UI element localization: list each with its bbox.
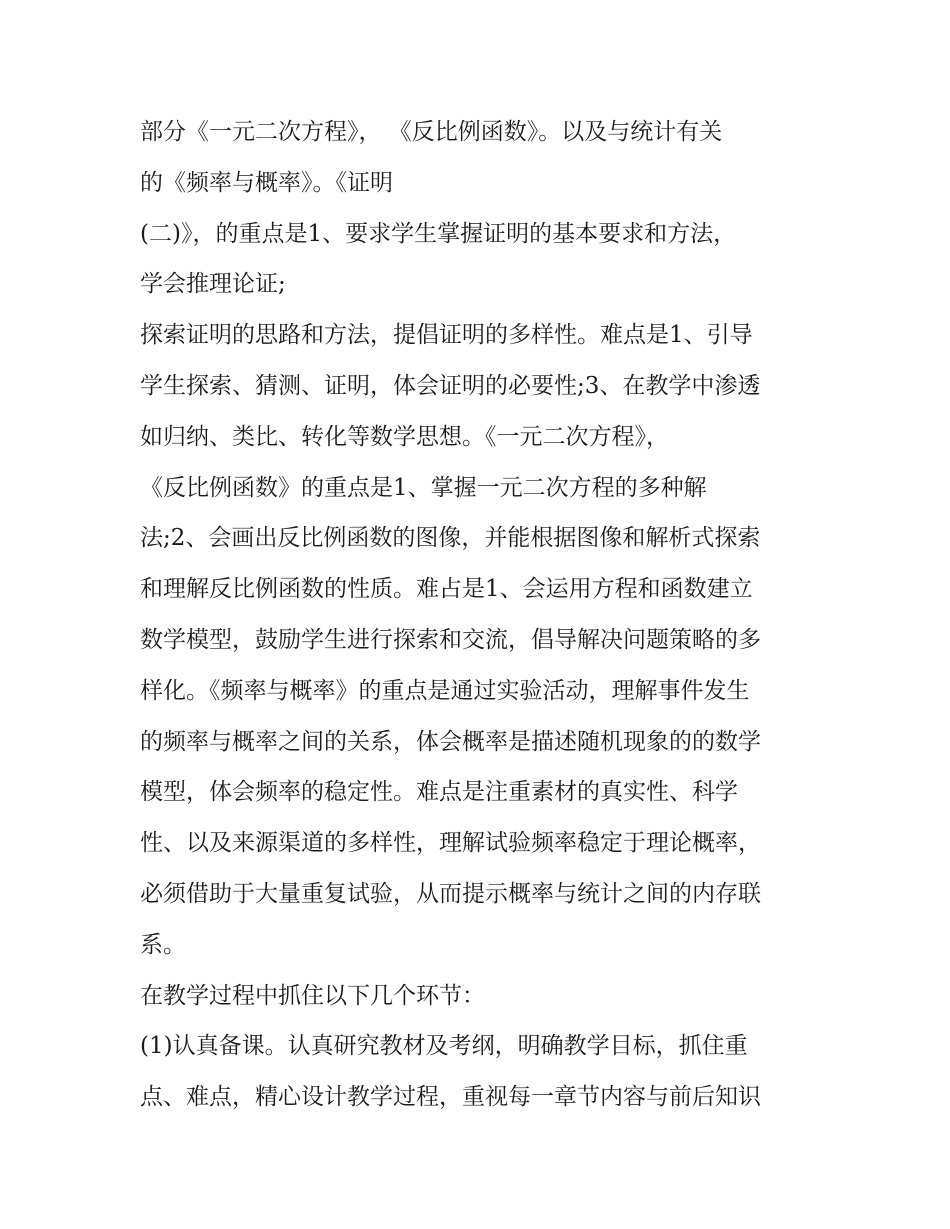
text-line: 和理解反比例函数的性质。难占是1、会运用方程和函数建立: [140, 576, 753, 603]
text-line: 法;2、会画出反比例函数的图像，并能根据图像和解析式探索: [140, 525, 761, 552]
text-line: (二)》，的重点是1、要求学生掌握证明的基本要求和方法，: [140, 220, 737, 247]
text-line: 如归纳、类比、转化等数学思想。《一元二次方程》，: [140, 423, 669, 450]
text-line: 的《频率与概率》。《证明: [140, 169, 393, 196]
text-line: 模型，体会频率的稳定性。难点是注重素材的真实性、科学: [140, 779, 738, 806]
text-line: 数学模型，鼓励学生进行探索和交流，倡导解决问题策略的多: [140, 626, 761, 653]
text-line: 系。: [140, 931, 186, 958]
text-line: 学会推理论证;: [140, 271, 286, 298]
text-line: 探索证明的思路和方法，提倡证明的多样性。难点是1、引导: [140, 322, 753, 349]
body-text: [140, 107, 830, 1123]
text-line: 性、以及来源渠道的多样性，理解试验频率稳定于理论概率，: [140, 830, 761, 857]
text-line: 《反比例函数》的重点是1、掌握一元二次方程的多种解: [140, 474, 707, 501]
text-line: 点、难点，精心设计教学过程，重视每一章节内容与前后知识: [140, 1084, 761, 1111]
text-line: 的频率与概率之间的关系，体会概率是描述随机现象的的数学: [140, 728, 761, 755]
text-line: 学生探索、猜测、证明，体会证明的必要性;3、在教学中渗透: [140, 372, 761, 399]
text-line: 样化。《频率与概率》的重点是通过实验活动，理解事件发生: [140, 677, 750, 704]
text-line: 部分《一元二次方程》， 《反比例函数》。以及与统计有关: [140, 119, 723, 145]
text-line: 必须借助于大量重复试验，从而提示概率与统计之间的内存联: [140, 880, 761, 907]
text-line: 在教学过程中抓住以下几个环节：: [140, 982, 485, 1009]
text-line: (1)认真备课。认真研究教材及考纲，明确教学目标，抓住重: [140, 1033, 748, 1060]
